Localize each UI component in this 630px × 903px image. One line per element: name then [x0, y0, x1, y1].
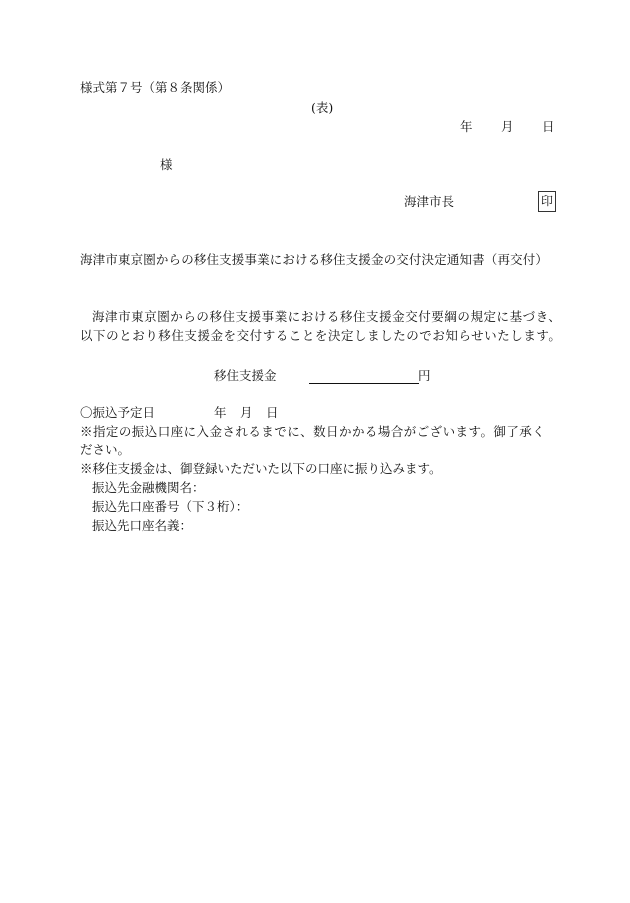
recipient-suffix: 様	[160, 157, 173, 172]
transfer-month-label: 月	[240, 405, 253, 420]
account-holder-field: 振込先口座名義：	[92, 518, 193, 533]
document-title: 海津市東京圏からの移住支援事業における移住支援金の交付決定通知書（再交付）	[80, 252, 549, 267]
amount-unit: 円	[418, 368, 431, 383]
transfer-date	[80, 405, 279, 421]
transfer-day-label: 日	[266, 405, 279, 420]
note-1-line-2: ださい。	[80, 442, 131, 457]
account-number-field: 振込先口座番号（下３桁）：	[92, 499, 249, 514]
issue-year-label: 年	[460, 119, 473, 134]
body-line-2: 以下のとおり移住支援金を交付することを決定しましたのでお知らせいたします。	[80, 328, 562, 343]
issuer-name: 海津市長	[404, 194, 455, 209]
bank-name-field: 振込先金融機関名：	[92, 480, 205, 495]
issue-month-label: 月	[501, 119, 514, 134]
front-side-label: (表)	[311, 100, 334, 115]
issue-date	[460, 119, 555, 135]
transfer-date-label: 〇振込予定日	[80, 405, 156, 420]
form-number: 様式第７号（第８条関係）	[80, 80, 231, 95]
amount-label: 移住支援金	[214, 368, 277, 383]
note-2: ※移住支援金は、御登録いただいた以下の口座に振り込みます。	[80, 461, 442, 476]
issue-day-label: 日	[542, 119, 555, 134]
note-1-line-1: ※指定の振込口座に入金されるまでに、数日かかる場合がございます。御了承く	[80, 424, 546, 439]
body-line-1: 海津市東京圏からの移住支援事業における移住支援金交付要綱の規定に基づき、	[92, 309, 562, 324]
seal-box: 印	[538, 191, 556, 212]
transfer-year-label: 年	[214, 405, 227, 420]
amount-blank-line	[309, 368, 419, 384]
